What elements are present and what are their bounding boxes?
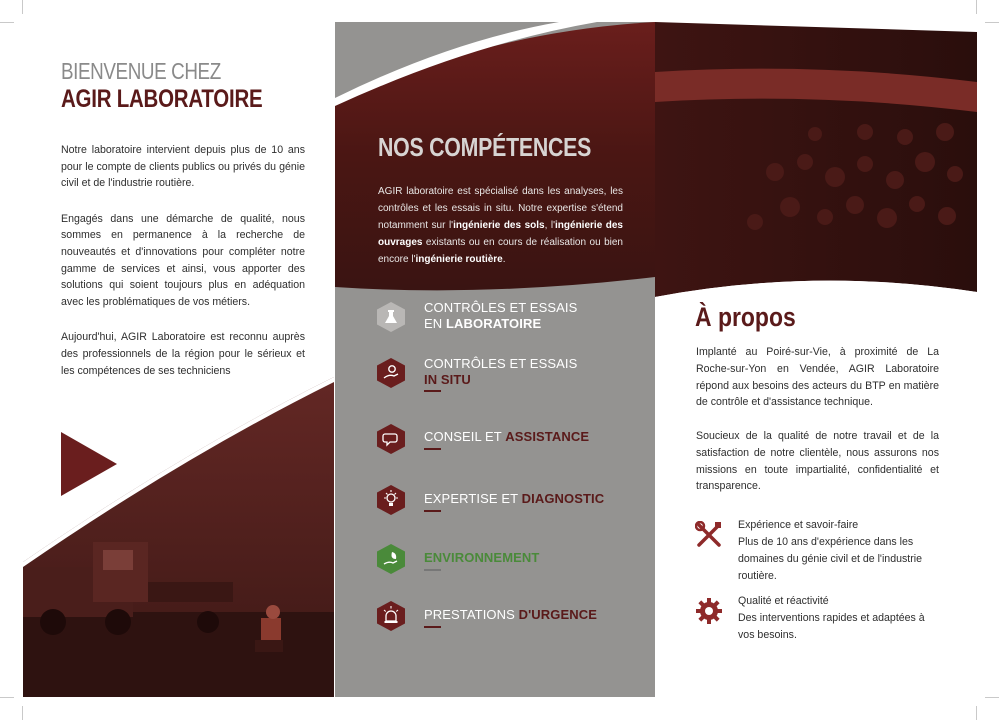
competence-line2b: LABORATOIRE bbox=[445, 316, 542, 331]
competence-underline bbox=[424, 448, 441, 450]
feature-text bbox=[738, 593, 943, 644]
intro-bold-3: ingénierie routière bbox=[415, 254, 503, 265]
competence-environnement bbox=[377, 542, 647, 582]
feature-heading: Qualité et réactivité bbox=[738, 595, 829, 607]
hand-pin-icon bbox=[377, 358, 405, 388]
feature-text bbox=[738, 517, 943, 585]
left-panel bbox=[23, 22, 334, 697]
intro-text-3: existants ou en cours de réalisation ou bien encore l' bbox=[378, 237, 623, 265]
competence-label bbox=[424, 550, 539, 566]
competence-label bbox=[424, 429, 589, 445]
left-text-block bbox=[61, 58, 305, 379]
competence-label bbox=[424, 300, 577, 332]
reputation-paragraph: Aujourd'hui, AGIR Laboratoire est reconnu auprès des professionnels de la région pour le sérieux et les compétences de ses techniciens bbox=[61, 331, 305, 377]
right-panel bbox=[655, 22, 977, 697]
competence-label bbox=[424, 607, 597, 623]
competence-in-situ bbox=[377, 356, 647, 396]
intro-text-2: , l' bbox=[544, 220, 556, 231]
intro-paragraph: Notre laboratoire intervient depuis plus de 10 ans pour le compte de clients publics ou privés du génie civil et de l'industrie routière. bbox=[61, 144, 305, 190]
competence-b: ENVIRONNEMENT bbox=[424, 550, 540, 565]
crop-mark bbox=[22, 706, 23, 720]
alarm-icon bbox=[377, 601, 405, 631]
competence-a: EXPERTISE ET bbox=[424, 491, 522, 506]
stone-wall-photo bbox=[655, 22, 977, 322]
intro-bold-2: ingénierie des ouvrages bbox=[378, 220, 623, 248]
middle-panel bbox=[335, 22, 655, 697]
tools-icon bbox=[695, 521, 723, 549]
crop-mark bbox=[22, 0, 23, 14]
competence-urgence bbox=[377, 599, 647, 639]
intro-text-1: AGIR laboratoire est spécialisé dans les analyses, les contrôles et les essais in situ. Notre expertise s'étend notamment sur l' bbox=[378, 186, 623, 231]
competence-laboratoire bbox=[377, 300, 647, 340]
competence-line1: CONTRÔLES ET ESSAIS bbox=[424, 300, 578, 315]
competence-a: PRESTATIONS bbox=[424, 607, 519, 622]
competence-expertise bbox=[377, 483, 647, 523]
competence-b: DIAGNOSTIC bbox=[521, 491, 605, 506]
flask-icon bbox=[377, 302, 405, 332]
welcome-kicker: BIENVENUE CHEZ bbox=[61, 58, 221, 84]
crop-mark bbox=[0, 697, 14, 698]
competence-b: ASSISTANCE bbox=[505, 429, 590, 444]
competence-underline bbox=[424, 626, 441, 628]
competences-intro bbox=[378, 183, 623, 268]
competence-underline bbox=[424, 510, 441, 512]
brand-title: AGIR LABORATOIRE bbox=[61, 85, 263, 113]
competences-header bbox=[378, 132, 623, 268]
feature-description: Des interventions rapides et adaptées à vos besoins. bbox=[738, 612, 925, 641]
competence-line2b: IN SITU bbox=[424, 372, 471, 387]
feature-heading: Expérience et savoir-faire bbox=[738, 519, 859, 531]
about-paragraph: Implanté au Poiré-sur-Vie, à proximité de La Roche-sur-Yon en Vendée, AGIR Laboratoire répond aux besoins des acteurs du BTP en matière de contrôle et d'assistance technique. bbox=[696, 346, 939, 409]
crop-mark bbox=[0, 22, 14, 23]
competence-label bbox=[424, 356, 577, 388]
competence-underline bbox=[424, 569, 441, 571]
competence-a: CONSEIL ET bbox=[424, 429, 506, 444]
competence-label bbox=[424, 491, 604, 507]
lightbulb-icon bbox=[377, 485, 405, 515]
crop-mark bbox=[985, 697, 999, 698]
competence-underline bbox=[424, 390, 441, 392]
competence-b: D'URGENCE bbox=[518, 607, 598, 622]
leaf-hand-icon bbox=[377, 544, 405, 574]
crop-mark bbox=[976, 706, 977, 720]
crop-mark bbox=[985, 22, 999, 23]
gear-icon bbox=[695, 597, 723, 625]
competence-line2a: EN bbox=[424, 316, 446, 331]
play-arrow-icon bbox=[61, 432, 117, 496]
commitment-paragraph: Soucieux de la qualité de notre travail et de la satisfaction de notre clientèle, nous assurons nos missions en toute impartialité, confidentialité et transparence. bbox=[696, 430, 939, 493]
crop-mark bbox=[976, 0, 977, 14]
about-title: À propos bbox=[695, 302, 796, 332]
feature-description: Plus de 10 ans d'expérience dans les domaines du génie civil et de l'industrie routière. bbox=[738, 536, 922, 582]
intro-text-4: . bbox=[502, 254, 506, 265]
competences-title: NOS COMPÉTENCES bbox=[378, 132, 592, 162]
competence-conseil bbox=[377, 422, 647, 462]
competence-line1: CONTRÔLES ET ESSAIS bbox=[424, 356, 578, 371]
quality-paragraph: Engagés dans une démarche de qualité, nous sommes en permanence à la recherche de nouveautés et d'innovations pour compléter notre gamme de services et ainsi, vous apporter des solutions qui soient toujours plus en adéquation avec les problématiques de vos métiers. bbox=[61, 212, 305, 308]
chat-icon bbox=[377, 424, 405, 454]
intro-bold-1: ingénierie des sols bbox=[453, 220, 545, 231]
